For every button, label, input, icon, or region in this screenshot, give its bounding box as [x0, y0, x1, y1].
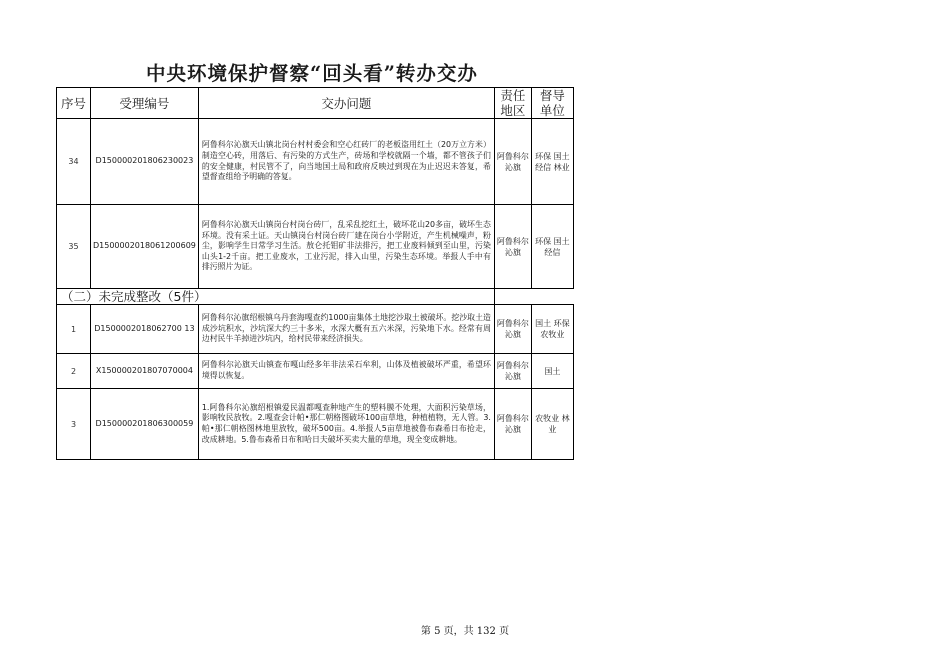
- table-row: [57, 389, 574, 460]
- table-row: [57, 305, 574, 354]
- row-region: 阿鲁科尔沁旗: [494, 119, 531, 205]
- table-header-row: [57, 88, 574, 119]
- page-footer: 第 5 页，共 132 页: [420, 626, 510, 637]
- row-case-id: D150000201806300059: [91, 389, 199, 460]
- row-case-id: X150000201807070004: [91, 354, 199, 389]
- header-unit: 督导单位: [531, 88, 573, 119]
- row-case-id: D1500002018061200609: [91, 205, 199, 289]
- row-issue: 阿鲁科尔沁旗天山镇查布嘎山经多年非法采石牟利，山体及植被破坏严重，希望环境得以恢复。: [198, 354, 494, 389]
- row-issue: 阿鲁科尔沁旗绍根镇乌丹套海嘎查约1000亩集体土地挖沙取土被破坏。挖沙取土造成沙坑积水，沙坑深大约三十多米，水深大概有五六米深，污染地下水。经常有周边村民牛羊掉进沙坑内，给村民带来经济损失。: [198, 305, 494, 354]
- row-issue: 阿鲁科尔沁旗天山镇岗台村岗台砖厂，乱采乱挖红土，破坏花山20多亩，破坏生态环境。没有采土证。天山镇岗台村岗台砖厂建在岗台小学附近，产生机械噪声，粉尘，影响学生日常学习生活。敖仑托钼矿非法排污，把工业废料倾到至山里，污染山头1-2千亩。把工业废水，工业污泥，排入山里，污染生态环境。举报人手中有排污照片为证。: [198, 205, 494, 289]
- row-region: 阿鲁科尔沁旗: [494, 305, 531, 354]
- table-row: [57, 119, 574, 205]
- row-unit: 国土: [531, 354, 573, 389]
- case-table: [56, 87, 574, 460]
- section-heading: （二）未完成整改（5件）: [57, 289, 495, 305]
- header-case-id: 受理编号: [91, 88, 199, 119]
- row-issue: 1.阿鲁科尔沁旗绍根镇爱民温都嘎查种地产生的塑料膜不处理，大面积污染草场，影响牧民放牧。2.嘎查会计帕•那仁朝格图破坏100亩草地，种植植物，无人管。3.帕•那仁朝格图林地里放牧，破坏500亩。4.举报人5亩草地被鲁布森希日布抢走，改成耕地。5.鲁布森希日布和哈日夫破坏买卖大量的草地，现全变成耕地。: [198, 389, 494, 460]
- page-title: 中央环境保护督察“回头看”转办交办: [146, 62, 478, 85]
- row-case-id: D1500002018062700 13: [91, 305, 199, 354]
- row-region: 阿鲁科尔沁旗: [494, 354, 531, 389]
- row-unit: 农牧业 林业: [531, 389, 573, 460]
- header-issue: 交办问题: [198, 88, 494, 119]
- row-region: 阿鲁科尔沁旗: [494, 389, 531, 460]
- row-case-id: D150000201806230023: [91, 119, 199, 205]
- table-row: [57, 205, 574, 289]
- row-seq: 2: [57, 354, 91, 389]
- row-region: 阿鲁科尔沁旗: [494, 205, 531, 289]
- row-seq: 35: [57, 205, 91, 289]
- section-blank: [494, 289, 573, 305]
- row-issue: 阿鲁科尔沁旗天山镇北岗台村村委会和空心红砖厂的老板盗用红土（20万立方米）制造空心砖，用落后、有污染的方式生产，砖场和学校就隔一个墙，都不管孩子们的安全健康，村民管不了，向当地国土局和政府反映过到现在为止迟迟未答复，希望督查组给予明确的答复。: [198, 119, 494, 205]
- header-seq: 序号: [57, 88, 91, 119]
- section-row: [57, 289, 574, 305]
- table-row: [57, 354, 574, 389]
- row-unit: 环保 国土 经信: [531, 205, 573, 289]
- header-region: 责任地区: [494, 88, 531, 119]
- row-unit: 环保 国土 经信 林业: [531, 119, 573, 205]
- row-unit: 国土 环保 农牧业: [531, 305, 573, 354]
- row-seq: 3: [57, 389, 91, 460]
- row-seq: 34: [57, 119, 91, 205]
- row-seq: 1: [57, 305, 91, 354]
